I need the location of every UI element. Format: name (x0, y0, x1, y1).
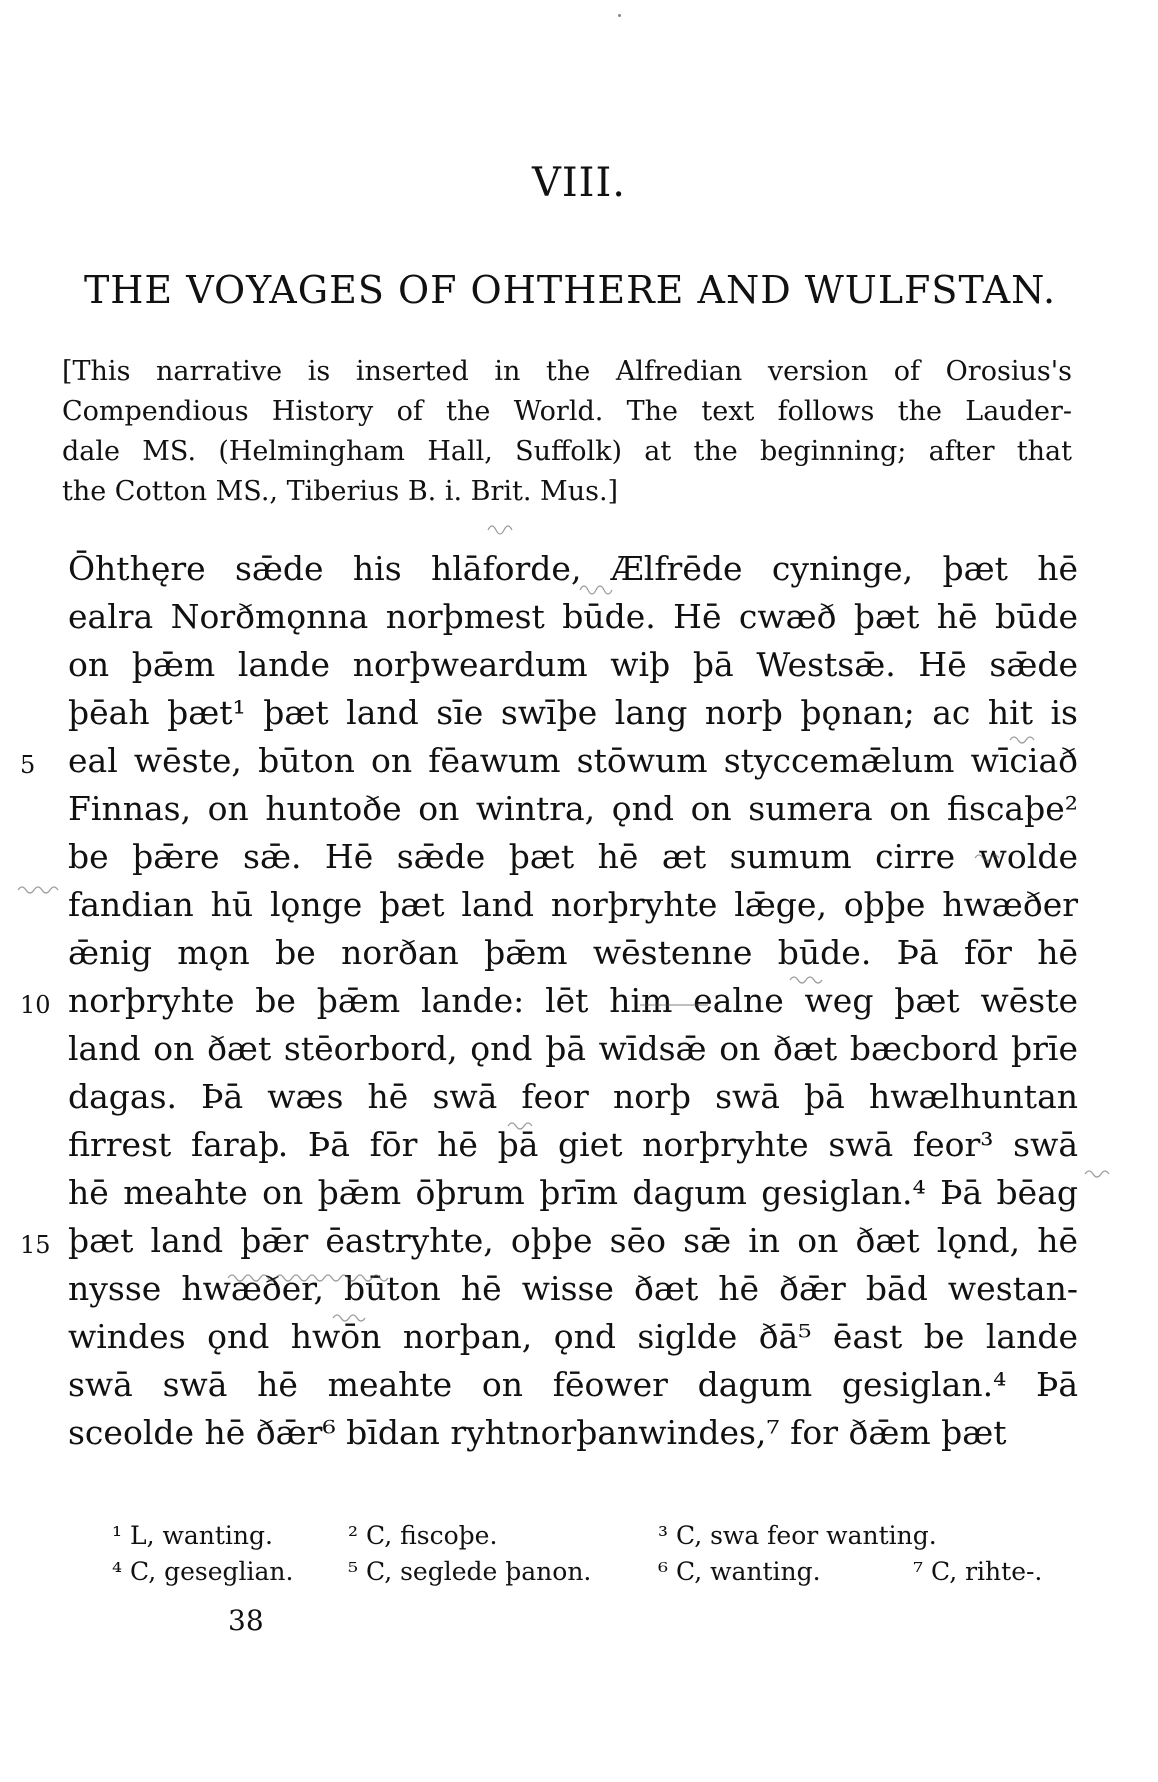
text-line (68, 689, 1078, 737)
line-text: land on ðæt stēorbord, ǫnd þā wīdsǣ on ðæt bæcbord þrīe (68, 1029, 1078, 1068)
text-line (68, 1313, 1078, 1361)
line-text: þēah þæt¹ þæt land sīe swīþe lang norþ þǫnan; ac hit is (68, 693, 1078, 732)
line-number: 10 (20, 991, 51, 1019)
line-text: windes ǫnd hwōn norþan, ǫnd siglde ðā⁵ ēast be lande (68, 1317, 1078, 1356)
intro-line: the Cotton MS., Tiberius B. i. Brit. Mus.] (62, 476, 619, 507)
text-line (20, 1217, 1078, 1265)
line-text: ealra Norðmǫnna norþmest būde. Hē cwæð þæt hē būde (68, 597, 1078, 636)
main-text (20, 545, 1078, 1457)
footnote: ¹ L, wanting. (112, 1521, 273, 1550)
line-text: hē meahte on þǣm ōþrum þrīm dagum gesiglan.⁴ Þā bēag (68, 1173, 1078, 1212)
footnote: ⁴ C, geseglian. (112, 1557, 294, 1586)
footnote: ² C, fiscoþe. (348, 1521, 498, 1550)
text-line (68, 785, 1078, 833)
line-text: nysse hwæðer, būton hē wisse ðæt hē ðǣr bād westan- (68, 1269, 1078, 1308)
footnotes (112, 1518, 1077, 1590)
line-text: Ōhthęre sǣde his hlāforde, Ælfrēde cyninge, þæt hē (68, 549, 1078, 588)
line-text: dagas. Þā wæs hē swā feor norþ swā þā hwælhuntan (68, 1077, 1078, 1116)
text-line (68, 1409, 1078, 1457)
line-text: sceolde hē ðǣr⁶ bīdan ryhtnorþanwindes,⁷ for ðǣm þæt (68, 1413, 1007, 1452)
text-line (68, 929, 1078, 977)
footnote: ⁶ C, wanting. (658, 1557, 821, 1586)
text-line (68, 641, 1078, 689)
line-text: on þǣm lande norþweardum wiþ þā Westsǣ. Hē sǣde (68, 645, 1078, 684)
line-text: ǣnig mǫn be norðan þǣm wēstenne būde. Þā fōr hē (68, 933, 1078, 972)
line-text: þæt land þǣr ēastryhte, oþþe sēo sǣ in on ðæt lǫnd, hē (68, 1221, 1078, 1260)
footnote: ⁵ C, seglede þanon. (348, 1557, 592, 1586)
intro-line: dale MS. (Helmingham Hall, Suffolk) at the beginning; after that (62, 436, 1072, 467)
line-text: be þǣre sǣ. Hē sǣde þæt hē æt sumum cirre wolde (68, 837, 1078, 876)
line-text: fandian hū lǫnge þæt land norþryhte lǣge, oþþe hwæðer (68, 885, 1078, 924)
page-number: 38 (228, 1604, 264, 1637)
footnote-row (112, 1518, 1077, 1554)
line-text: norþryhte be þǣm lande: lēt him ealne weg þæt wēste (68, 981, 1078, 1020)
line-number: 5 (20, 751, 36, 779)
footnote-row (112, 1554, 1077, 1590)
footnote: ⁷ C, rihte-. (913, 1557, 1043, 1586)
text-line (68, 1073, 1078, 1121)
line-text: Finnas, on huntoðe on wintra, ǫnd on sumera on fiscaþe² (68, 789, 1078, 828)
text-line (68, 1121, 1078, 1169)
text-line (68, 1025, 1078, 1073)
text-line (68, 1265, 1078, 1313)
text-line (20, 977, 1078, 1025)
scan-speck (618, 14, 621, 17)
intro-line: Compendious History of the World. The text follows the Lauder- (62, 396, 1072, 427)
text-line (20, 737, 1078, 785)
text-line (68, 1169, 1078, 1217)
intro-note (62, 352, 1072, 512)
text-line (68, 833, 1078, 881)
text-line (68, 1361, 1078, 1409)
line-text: swā swā hē meahte on fēower dagum gesiglan.⁴ Þā (68, 1365, 1078, 1404)
text-line (68, 593, 1078, 641)
line-text: eal wēste, būton on fēawum stōwum styccemǣlum wīciað (68, 741, 1078, 780)
line-number: 15 (20, 1231, 51, 1259)
line-text: firrest faraþ. Þā fōr hē þā giet norþryhte swā feor³ swā (68, 1125, 1078, 1164)
text-line (68, 881, 1078, 929)
intro-line: [This narrative is inserted in the Alfredian version of Orosius's (62, 356, 1072, 387)
text-line (68, 545, 1078, 593)
chapter-title: THE VOYAGES OF OHTHERE AND WULFSTAN. (83, 268, 1057, 312)
footnote: ³ C, swa feor wanting. (658, 1521, 937, 1550)
chapter-number: VIII. (531, 160, 626, 206)
